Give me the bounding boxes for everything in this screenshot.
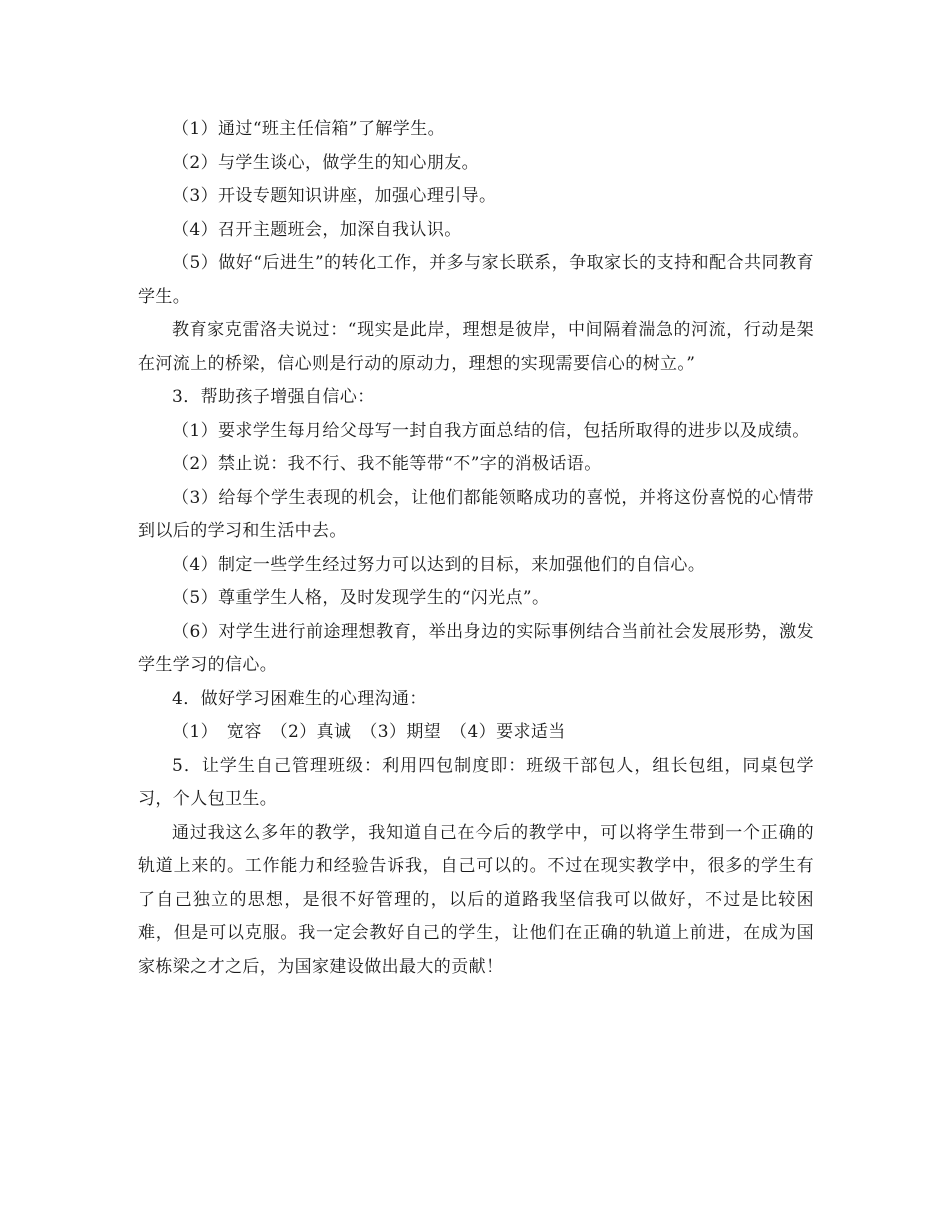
section-heading-5: 5．让学生自己管理班级：利用四包制度即：班级干部包人，组长包组，同桌包学习，个人包卫生。 — [138, 755, 814, 809]
paragraph-item-3-4: （4）制定一些学生经过努力可以达到的目标，来加强他们的自信心。 — [172, 554, 706, 575]
paragraph-item-4-list: （1） 宽容 （2）真诚 （3）期望 （4）要求适当 — [172, 722, 566, 742]
paragraph-item-4: （4）召开主题班会，加深自我认识。 — [172, 219, 462, 240]
paragraph-item-5: （5）做好“后进生”的转化工作，并多与家长联系，争取家长的支持和配合共同教育学生。 — [138, 253, 814, 307]
paragraph-conclusion: 通过我这么多年的教学，我知道自己在今后的教学中，可以将学生带到一个正确的轨道上来的。工作能力和经验告诉我，自己可以的。不过在现实教学中，很多的学生有了自己独立的思想，是很不好管理的，以后的道路我坚信我可以做好，不过是比较困难，但是可以克服。我一定会教好自己的学生，让他们在正确的轨道上前进，在成为国家栋梁之才之后，为国家建设做出最大的贡献！ — [138, 822, 814, 977]
section-heading-4: 4．做好学习困难生的心理沟通： — [172, 688, 427, 709]
document-body — [138, 113, 814, 984]
paragraph-item-3: （3）开设专题知识讲座，加强心理引导。 — [172, 186, 497, 206]
paragraph-item-3-5: （5）尊重学生人格，及时发现学生的“闪光点”。 — [172, 588, 550, 608]
paragraph-item-3-6: （6）对学生进行前途理想教育，举出身边的实际事例结合当前社会发展形势，激发学生学习的信心。 — [138, 621, 814, 675]
paragraph-item-3-2: （2）禁止说：我不行、我不能等带“不”字的消极话语。 — [172, 454, 602, 474]
section-heading-3: 3．帮助孩子增强自信心： — [172, 387, 375, 407]
paragraph-item-3-1: （1）要求学生每月给父母写一封自我方面总结的信，包括所取得的进步以及成绩。 — [172, 420, 810, 441]
paragraph-item-2: （2）与学生谈心，做学生的知心朋友。 — [172, 152, 480, 173]
paragraph-item-3-3: （3）给每个学生表现的机会，让他们都能领略成功的喜悦，并将这份喜悦的心情带到以后的学习和生活中去。 — [138, 487, 814, 541]
paragraph-quote: 教育家克雷洛夫说过：“现实是此岸，理想是彼岸，中间隔着湍急的河流，行动是架在河流上的桥梁，信心则是行动的原动力，理想的实现需要信心的树立。” — [138, 320, 814, 374]
paragraph-item-1: （1）通过“班主任信箱”了解学生。 — [172, 119, 445, 139]
